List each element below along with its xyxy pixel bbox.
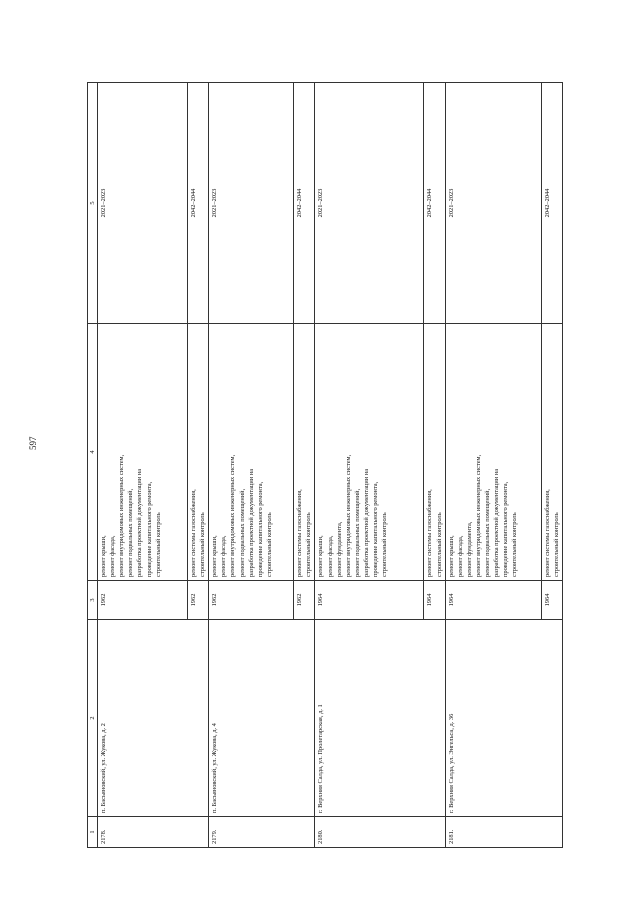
build-year: 1962	[294, 581, 315, 620]
work-item: ремонт подвальных помещений,	[238, 488, 246, 577]
work-item: разработка проектной документации на	[136, 468, 144, 577]
build-year: 1964	[424, 581, 445, 620]
header-col-1: 1	[88, 817, 98, 848]
work-item: проведение капитального ремонта,	[145, 481, 153, 577]
row-number: 2181.	[445, 817, 562, 848]
work-item: разработка проектной документации на	[362, 468, 370, 577]
work-item: ремонт внутридомовых инженерных систем,	[229, 454, 237, 577]
work-item: строительный контроль	[305, 512, 313, 577]
work-item: разработка проектной документации на	[493, 468, 501, 577]
table-row	[98, 83, 188, 848]
work-item: ремонт фасада,	[109, 535, 117, 577]
work-item: ремонт системы газоснабжения,	[426, 489, 434, 577]
works-list	[541, 324, 562, 581]
header-col-3: 3	[88, 581, 98, 620]
work-item: строительный контроль	[435, 512, 443, 577]
work-item: ремонт крыши,	[447, 535, 455, 577]
build-year: 1964	[315, 581, 424, 620]
work-item: ремонт внутридомовых инженерных систем,	[344, 454, 352, 577]
work-item: ремонт фундамента,	[335, 521, 343, 577]
works-list	[445, 324, 541, 581]
work-item: ремонт фундамента,	[465, 521, 473, 577]
table-row	[209, 83, 294, 848]
repair-period: 2042–2044	[188, 83, 209, 324]
work-item: ремонт системы газоснабжения,	[190, 489, 198, 577]
work-item: ремонт крыши,	[317, 535, 325, 577]
row-address: п. Басьяновский, ул. Жукова, д. 4	[209, 620, 315, 817]
work-item: ремонт системы газоснабжения,	[296, 489, 304, 577]
row-address: г. Верхняя Салда, ул. Пролетарская, д. 1	[315, 620, 445, 817]
repair-period: 2042–2044	[294, 83, 315, 324]
work-item: строительный контроль	[154, 512, 162, 577]
header-col-5: 5	[88, 83, 98, 324]
work-item: строительный контроль	[199, 512, 207, 577]
work-item: ремонт фасада,	[220, 535, 228, 577]
rotated-table-container	[87, 82, 576, 848]
repair-period: 2021–2023	[445, 83, 541, 324]
repair-period: 2042–2044	[541, 83, 562, 324]
row-number: 2178.	[98, 817, 209, 848]
header-row	[88, 83, 98, 848]
work-item: ремонт внутридомовых инженерных систем,	[118, 454, 126, 577]
row-address: п. Басьяновский, ул. Жукова, д. 2	[98, 620, 209, 817]
work-item: ремонт фасада,	[326, 535, 334, 577]
work-item: ремонт подвальных помещений,	[484, 488, 492, 577]
works-list	[188, 324, 209, 581]
work-item: ремонт крыши,	[100, 535, 108, 577]
table-row	[445, 83, 541, 848]
page-number: 597	[28, 436, 38, 450]
work-item: строительный контроль	[552, 512, 560, 577]
works-list	[294, 324, 315, 581]
header-col-2: 2	[88, 620, 98, 817]
repair-period: 2021–2023	[98, 83, 188, 324]
work-item: строительный контроль	[381, 512, 389, 577]
work-item: строительный контроль	[511, 512, 519, 577]
repair-period: 2021–2023	[209, 83, 294, 324]
row-number: 2180.	[315, 817, 445, 848]
work-item: ремонт фасада,	[456, 535, 464, 577]
build-year: 1964	[445, 581, 541, 620]
work-item: разработка проектной документации на	[247, 468, 255, 577]
build-year: 1964	[541, 581, 562, 620]
works-list	[424, 324, 445, 581]
work-item: проведение капитального ремонта,	[256, 481, 264, 577]
row-number: 2179.	[209, 817, 315, 848]
header-col-4: 4	[88, 324, 98, 581]
works-list	[315, 324, 424, 581]
repair-schedule-table	[87, 82, 563, 848]
work-item: строительный контроль	[265, 512, 273, 577]
table-row	[315, 83, 424, 848]
works-list	[209, 324, 294, 581]
repair-period: 2021–2023	[315, 83, 424, 324]
work-item: проведение капитального ремонта,	[372, 481, 380, 577]
build-year: 1962	[209, 581, 294, 620]
repair-period: 2042–2044	[424, 83, 445, 324]
work-item: ремонт крыши,	[211, 535, 219, 577]
work-item: ремонт подвальных помещений,	[353, 488, 361, 577]
work-item: ремонт внутридомовых инженерных систем,	[474, 454, 482, 577]
work-item: ремонт подвальных помещений,	[127, 488, 135, 577]
work-item: ремонт системы газоснабжения,	[543, 489, 551, 577]
work-item: проведение капитального ремонта,	[502, 481, 510, 577]
build-year: 1962	[98, 581, 188, 620]
works-list	[98, 324, 188, 581]
row-address: г. Верхняя Салда, ул. Энгельса, д. 36	[445, 620, 562, 817]
build-year: 1962	[188, 581, 209, 620]
